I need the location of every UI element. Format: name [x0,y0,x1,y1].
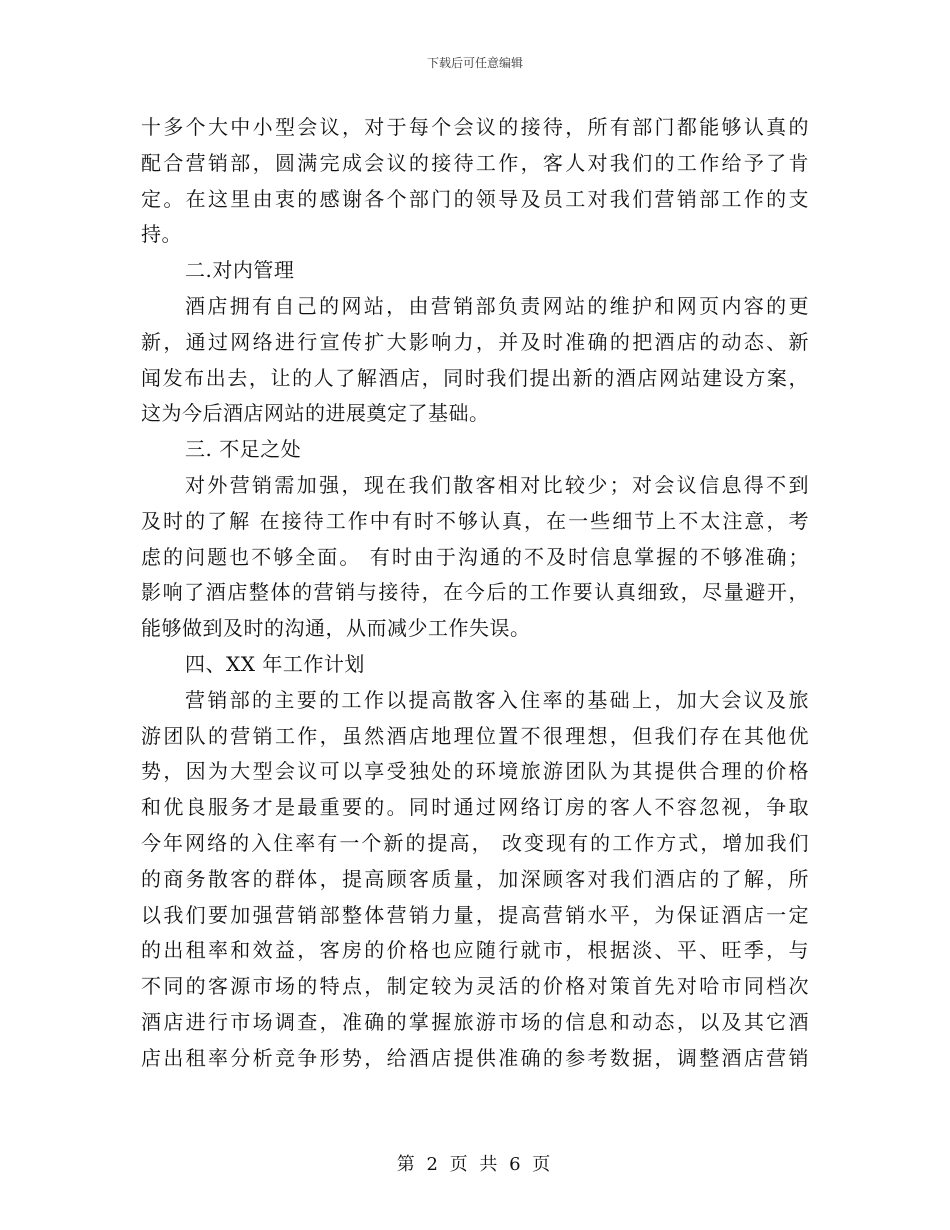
section-heading: 二.对内管理 [185,258,295,283]
text-line: 闻发布出去，让的人了解酒店，同时我们提出新的酒店网站建设方案， [141,365,809,390]
text-line: 持。 [141,222,182,247]
page-header: 下载后可任意编辑 [426,56,523,70]
text-line: 酒店进行市场调查，准确的掌握旅游市场的信息和动态，以及其它酒 [141,1009,809,1034]
text-line: 今年网络的入住率有一个新的提高， 改变现有的工作方式，增加我们 [141,830,809,855]
text-line: 游团队的营销工作，虽然酒店地理位置不很理想，但我们存在其他优 [141,723,809,748]
text-line: 新，通过网络进行宣传扩大影响力，并及时准确的把酒店的动态、新 [141,329,809,354]
text-line: 这为今后酒店网站的进展奠定了基础。 [141,401,490,426]
text-line: 能够做到及时的沟通，从而减少工作失误。 [141,616,531,641]
text-line: 及时的了解 在接待工作中有时不够认真，在一些细节上不太注意，考 [141,508,809,533]
section-heading: 三. 不足之处 [185,437,302,462]
text-line: 营销部的主要的工作以提高散客入住率的基础上，加大会议及旅 [185,687,809,712]
text-line: 店出租率分析竞争形势，给酒店提供准确的参考数据，调整酒店营销 [141,1045,809,1070]
text-line: 十多个大中小型会议，对于每个会议的接待，所有部门都能够认真的 [141,115,809,139]
text-line: 酒店拥有自己的网站，由营销部负责网站的维护和网页内容的更 [185,293,809,318]
text-line: 势，因为大型会议可以享受独处的环境旅游团队为其提供合理的价格 [141,759,809,784]
section-heading: 四、XX 年工作计划 [185,651,365,676]
text-line: 定。在这里由衷的感谢各个部门的领导及员工对我们营销部工作的支 [141,186,809,211]
text-line: 虑的问题也不够全面。 有时由于沟通的不及时信息掌握的不够准确； [141,544,809,569]
text-line: 的出租率和效益，客房的价格也应随行就市，根据淡、平、旺季，与 [141,938,809,963]
text-line: 配合营销部，圆满完成会议的接待工作，客人对我们的工作给予了肯 [141,150,809,175]
text-line: 不同的客源市场的特点，制定较为灵活的价格对策首先对哈市同档次 [141,974,809,999]
page-number: 第 2 页 共 6 页 [396,1154,554,1175]
text-line: 影响了酒店整体的营销与接待，在今后的工作要认真细致，尽量避开， [141,580,809,605]
text-line: 对外营销需加强，现在我们散客相对比较少；对会议信息得不到 [185,472,809,497]
text-line: 和优良服务才是最重要的。同时通过网络订房的客人不容忽视，争取 [141,795,809,820]
document-body [141,110,809,1077]
text-line: 以我们要加强营销部整体营销力量，提高营销水平，为保证酒店一定 [141,902,809,927]
text-line: 的商务散客的群体，提高顾客质量，加深顾客对我们酒店的了解，所 [141,866,809,891]
